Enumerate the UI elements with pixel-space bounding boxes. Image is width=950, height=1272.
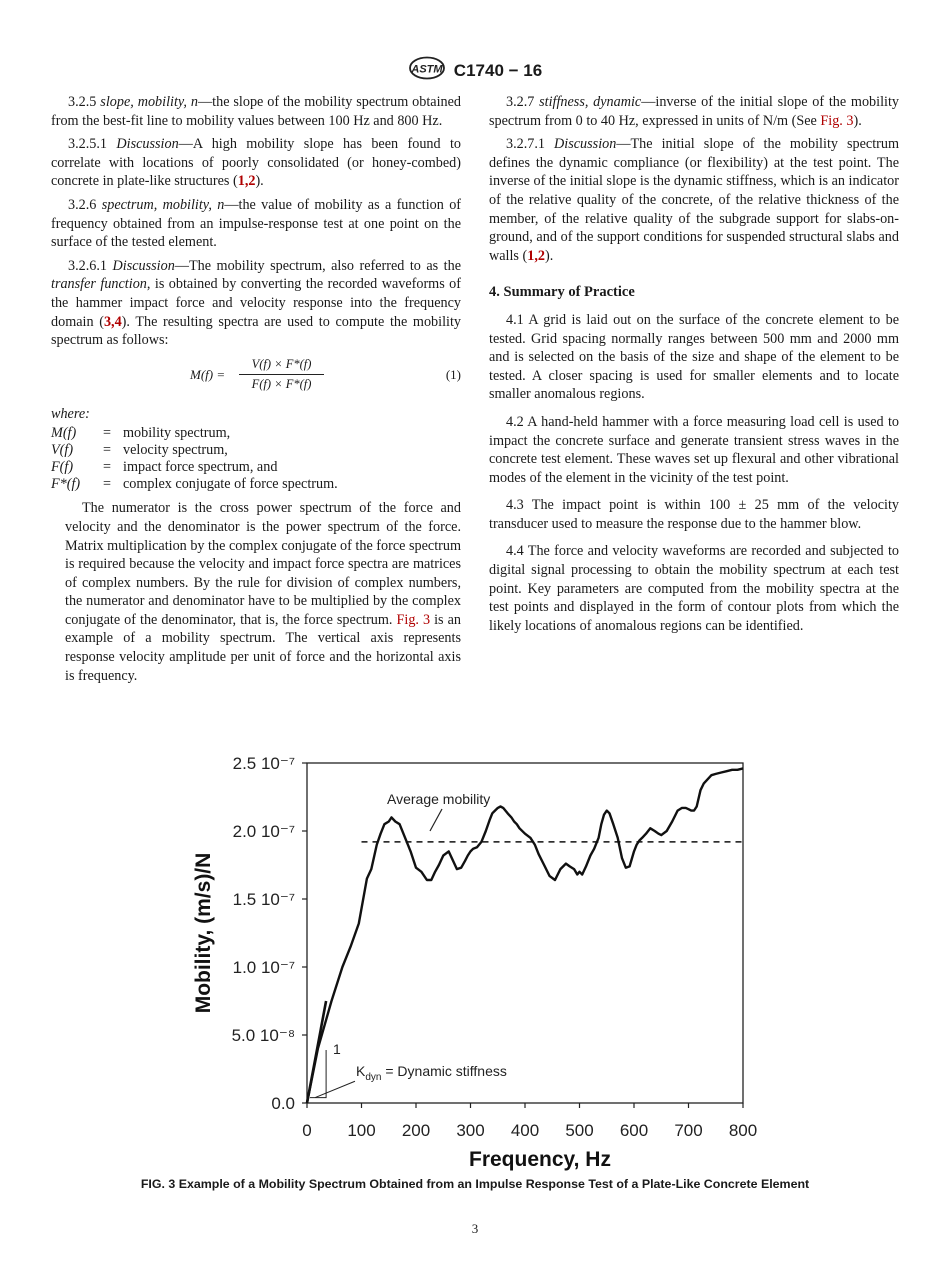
x-tick-label: 400 — [510, 1121, 540, 1140]
mobility-chart-svg — [180, 740, 780, 1175]
discussion-stiffness-dynamic: 3.2.7.1 Discussion—The initial slope of the mobility spectrum defines the dynamic compliance (or flexibility) at the test point. The inverse of the initial slope is the dynamic stiffness, which is an indicator of the relative quality of the concrete, of the relative thickness of the member, of the relative quality of the subgrade support for slabs-on-ground, and of the support conditions for suspended structural slabs and walls (1,2). — [489, 136, 900, 264]
definition-row: F*(f) = complex conjugate of force spectrum. — [51, 476, 338, 493]
mobility-chart — [180, 740, 780, 1180]
astm-logo — [408, 56, 446, 85]
x-tick-label: 600 — [619, 1121, 649, 1140]
y-tick-label: 1.5 10⁻⁷ — [232, 890, 295, 909]
kdyn-symbol: K — [356, 1063, 366, 1079]
average-mobility-pointer — [430, 809, 442, 831]
plot-frame — [307, 763, 743, 1103]
x-axis-label: Frequency, Hz — [469, 1148, 611, 1171]
definition-row: V(f) = velocity spectrum, — [51, 442, 228, 459]
figure-link[interactable]: Fig. 3 — [396, 611, 431, 628]
numerator-explanation: The numerator is the cross power spectrum of the force and velocity and the denominator is the power spectrum of the force. Matrix multiplication by the complex conjugate of the force spectrum is required because the velocity and impact force spectra are matrices of complex numbers. By the rule for division of complex numbers, the numerator and denominator have to be multiplied by the complex conjugate of the denominator, that is, the force spectrum. Fig. 3 is an example of a mobility spectrum. The vertical axis represents response velocity amplitude per unit of force and the horizontal axis is frequency. — [65, 500, 461, 684]
definition-stiffness-dynamic: 3.2.7 stiffness, dynamic—inverse of the initial slope of the mobility spectrum from 0 to 40 Hz, expressed in units of N/m (See Fig. 3). — [489, 94, 899, 129]
page-number: 3 — [471, 1221, 479, 1236]
where-label: where: — [51, 405, 90, 422]
reference-link[interactable]: 1,2 — [527, 247, 545, 264]
x-tick-label: 100 — [347, 1121, 376, 1140]
x-tick-label: 700 — [674, 1121, 703, 1140]
definition-spectrum-mobility: 3.2.6 spectrum, mobility, n—the value of mobility as a function of frequency obtained from an impulse-response test at one point on the surface of the tested element. — [51, 196, 462, 251]
equation-number: (1) — [445, 366, 461, 382]
x-tick-label: 500 — [565, 1121, 594, 1140]
figure-caption: FIG. 3 Example of a Mobility Spectrum Obtained from an Impulse Response Test of a Plate-Like Concrete Element — [140, 1177, 810, 1191]
x-tick-label: 200 — [401, 1121, 431, 1140]
y-tick-label: 0.0 — [271, 1094, 295, 1113]
equation-fraction: $\frac{V(f) \times F*(f)}{F(f) \times F*(f)}$ — [239, 355, 324, 394]
reference-link[interactable]: 1,2 — [237, 173, 256, 190]
y-axis-label: Mobility, (m/s)/N — [192, 852, 215, 1014]
page-header — [0, 56, 950, 85]
section-4-1: 4.1 A grid is laid out on the surface of the concrete element to be tested. Grid spacing normally ranges between 500 mm and 2000 mm and is selected on the basis of the size and shape of the element to be tested. A closer spacing is used for smaller elements and to locate smaller anomalous regions. — [489, 311, 899, 403]
y-tick-label: 2.0 10⁻⁷ — [232, 822, 295, 841]
equation-1: M(f) = $\frac{V(f) \times F*(f)}{F(f) \times F*(f)}$ (1) — [51, 355, 461, 399]
right-column — [489, 93, 899, 644]
discussion-slope-mobility: 3.2.5.1 Discussion—A high mobility slope has been found to correlate with locations of poorly consolidated (or honey-combed) concrete in plate-like structures (1,2). — [51, 136, 462, 190]
kdyn-pointer — [315, 1081, 355, 1097]
definition-row: M(f) = mobility spectrum, — [51, 425, 231, 442]
definition-slope-mobility: 3.2.5 slope, mobility, n—the slope of the mobility spectrum obtained from the best-fit line to mobility values between 100 Hz and 800 Hz. — [51, 94, 461, 129]
kdyn-subscript: dyn — [365, 1072, 382, 1083]
figure-link[interactable]: Fig. 3 — [820, 112, 854, 129]
initial-slope-line — [307, 1001, 326, 1103]
x-tick-label: 800 — [728, 1121, 758, 1140]
mobility-spectrum-line — [307, 768, 743, 1103]
kdyn-text: = Dynamic stiffness — [381, 1063, 507, 1079]
svg-text:ASTM: ASTM — [411, 63, 443, 76]
left-column — [51, 93, 461, 690]
definition-row: F(f) = impact force spectrum, and — [51, 459, 278, 476]
standard-designation: C1740 − 16 — [453, 60, 543, 80]
symbol-definitions — [51, 425, 338, 493]
discussion-spectrum-mobility: 3.2.6.1 Discussion—The mobility spectrum, also referred to as the transfer function, is obtained by converting the recorded waveforms of the hammer impact force and velocity response into the frequency domain (3,4). The resulting spectra are used to compute the mobility spectrum as follows: — [51, 257, 462, 349]
slope-one-label: 1 — [333, 1041, 341, 1057]
average-mobility-label: Average mobility — [387, 791, 491, 807]
kdyn-label — [356, 1063, 507, 1083]
section-heading: 4. Summary of Practice — [489, 284, 635, 301]
y-tick-label: 5.0 10⁻⁸ — [231, 1026, 295, 1045]
section-4-2: 4.2 A hand-held hammer with a force measuring load cell is used to impact the concrete surface and generate transient stress waves in the concrete test element. These waves set up flexural and other vibrational modes of the element in the vicinity of the test point. — [489, 413, 899, 486]
x-tick-label: 0 — [302, 1121, 312, 1140]
section-4-3: 4.3 The impact point is within 100 ± 25 mm of the velocity transducer used to measure the response due to the hammer blow. — [489, 497, 899, 532]
section-4-4: 4.4 The force and velocity waveforms are recorded and subjected to digital signal processing to obtain the mobility spectrum at each test point. Key parameters are computed from the mobility spectra at the test points and displayed in the form of contour plots from which the likely locations of anomalous regions can be identified. — [489, 543, 899, 634]
y-tick-label: 2.5 10⁻⁷ — [232, 754, 295, 773]
x-tick-label: 300 — [456, 1121, 485, 1140]
reference-link[interactable]: 3,4 — [103, 313, 122, 330]
y-tick-label: 1.0 10⁻⁷ — [232, 958, 295, 977]
